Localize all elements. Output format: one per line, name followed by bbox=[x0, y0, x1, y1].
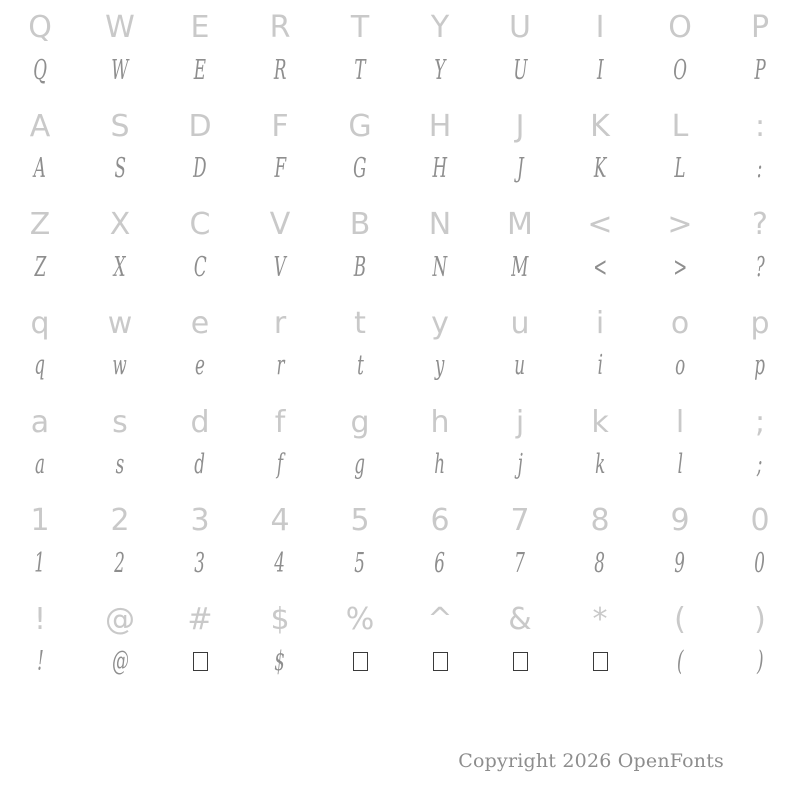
glyph-reference: k bbox=[591, 404, 609, 440]
glyph-sample: K bbox=[593, 153, 607, 185]
glyph-sample: a bbox=[34, 449, 45, 481]
glyph-reference: P bbox=[750, 10, 770, 46]
glyph-cell bbox=[480, 394, 560, 493]
glyph-cell bbox=[480, 296, 560, 395]
glyph-sample: h bbox=[434, 449, 446, 481]
glyph-sample: S bbox=[114, 153, 126, 185]
glyph-sample: ! bbox=[36, 646, 44, 678]
glyph-reference: i bbox=[595, 305, 605, 341]
glyph-sample: O bbox=[673, 54, 687, 86]
glyph-cell bbox=[160, 394, 240, 493]
glyph-sample: : bbox=[757, 153, 763, 185]
glyph-cell bbox=[320, 493, 400, 592]
glyph-cell bbox=[240, 0, 320, 99]
missing-glyph-icon bbox=[353, 652, 368, 671]
glyph-cell bbox=[160, 296, 240, 395]
glyph-cell bbox=[240, 99, 320, 198]
glyph-reference: K bbox=[590, 108, 610, 144]
glyph-reference: 7 bbox=[510, 503, 530, 539]
glyph-sample: I bbox=[596, 54, 604, 86]
glyph-cell bbox=[400, 394, 480, 493]
glyph-cell bbox=[240, 493, 320, 592]
glyph-reference: * bbox=[592, 601, 608, 637]
glyph-reference: L bbox=[671, 108, 689, 144]
glyph-cell bbox=[480, 0, 560, 99]
glyph-sample-missing bbox=[513, 641, 528, 683]
glyph-sample: 6 bbox=[434, 547, 446, 579]
glyph-sample: i bbox=[597, 350, 603, 382]
glyph-cell bbox=[160, 197, 240, 296]
glyph-cell bbox=[400, 591, 480, 690]
glyph-reference: g bbox=[350, 404, 370, 440]
glyph-reference: ; bbox=[754, 404, 766, 440]
glyph-reference: 5 bbox=[350, 503, 370, 539]
glyph-sample: l bbox=[677, 449, 683, 481]
glyph-cell bbox=[0, 296, 80, 395]
glyph-cell bbox=[720, 394, 800, 493]
glyph-sample: 5 bbox=[354, 547, 366, 579]
glyph-reference: 0 bbox=[750, 503, 770, 539]
glyph-cell bbox=[320, 591, 400, 690]
glyph-sample: ( bbox=[676, 646, 684, 678]
glyph-cell bbox=[160, 493, 240, 592]
glyph-sample: r bbox=[275, 350, 284, 382]
glyph-reference: h bbox=[430, 404, 450, 440]
glyph-reference: X bbox=[109, 207, 131, 243]
glyph-sample: p bbox=[754, 350, 766, 382]
glyph-cell bbox=[400, 197, 480, 296]
glyph-sample: G bbox=[353, 153, 367, 185]
glyph-reference: f bbox=[274, 404, 286, 440]
glyph-sample: w bbox=[112, 350, 128, 382]
glyph-cell bbox=[640, 0, 720, 99]
glyph-sample: j bbox=[517, 449, 523, 481]
glyph-sample: s bbox=[115, 449, 125, 481]
glyph-cell bbox=[480, 197, 560, 296]
glyph-reference: u bbox=[510, 305, 530, 341]
glyph-cell bbox=[160, 99, 240, 198]
glyph-reference: F bbox=[271, 108, 289, 144]
glyph-reference: > bbox=[667, 207, 693, 243]
glyph-reference: ^ bbox=[427, 601, 453, 637]
glyph-cell bbox=[0, 493, 80, 592]
glyph-reference: t bbox=[354, 305, 366, 341]
glyph-reference: q bbox=[30, 305, 50, 341]
glyph-sample: X bbox=[114, 251, 126, 283]
glyph-cell bbox=[320, 197, 400, 296]
glyph-sample: 0 bbox=[754, 547, 766, 579]
glyph-reference: U bbox=[509, 10, 531, 46]
glyph-sample: o bbox=[674, 350, 686, 382]
glyph-cell bbox=[0, 197, 80, 296]
glyph-sample: < bbox=[592, 251, 608, 283]
glyph-cell bbox=[160, 591, 240, 690]
glyph-cell bbox=[0, 99, 80, 198]
glyph-cell bbox=[240, 197, 320, 296]
glyph-reference: O bbox=[668, 10, 692, 46]
glyph-sample: 8 bbox=[594, 547, 606, 579]
glyph-reference: p bbox=[750, 305, 770, 341]
glyph-cell bbox=[80, 296, 160, 395]
glyph-reference: s bbox=[112, 404, 128, 440]
glyph-cell bbox=[640, 197, 720, 296]
missing-glyph-icon bbox=[513, 652, 528, 671]
glyph-cell bbox=[560, 99, 640, 198]
glyph-sample-missing bbox=[193, 641, 208, 683]
glyph-sample: y bbox=[435, 350, 445, 382]
glyph-sample: P bbox=[754, 54, 766, 86]
glyph-reference: o bbox=[670, 305, 690, 341]
glyph-cell bbox=[560, 296, 640, 395]
glyph-cell bbox=[400, 493, 480, 592]
glyph-reference: C bbox=[189, 207, 211, 243]
glyph-cell bbox=[320, 296, 400, 395]
glyph-cell bbox=[480, 493, 560, 592]
glyph-reference: B bbox=[349, 207, 371, 243]
glyph-sample: Y bbox=[434, 54, 446, 86]
glyph-cell bbox=[0, 591, 80, 690]
glyph-sample: T bbox=[354, 54, 366, 86]
glyph-reference: J bbox=[515, 108, 525, 144]
glyph-sample: E bbox=[193, 54, 207, 86]
glyph-reference: M bbox=[507, 207, 533, 243]
glyph-sample: R bbox=[273, 54, 287, 86]
glyph-cell bbox=[560, 0, 640, 99]
glyph-sample: q bbox=[34, 350, 46, 382]
glyph-sample: > bbox=[672, 251, 688, 283]
copyright-notice: Copyright 2026 OpenFonts bbox=[458, 750, 724, 772]
glyph-reference: R bbox=[269, 10, 291, 46]
glyph-cell bbox=[720, 493, 800, 592]
glyph-sample: ) bbox=[756, 646, 764, 678]
glyph-sample: 1 bbox=[34, 547, 46, 579]
glyph-cell bbox=[640, 591, 720, 690]
glyph-reference: e bbox=[190, 305, 210, 341]
glyph-sample: L bbox=[674, 153, 686, 185]
glyph-reference: 9 bbox=[670, 503, 690, 539]
glyph-sample: 7 bbox=[514, 547, 526, 579]
glyph-reference: V bbox=[269, 207, 291, 243]
glyph-reference: D bbox=[188, 108, 212, 144]
glyph-cell bbox=[320, 99, 400, 198]
glyph-sample: ; bbox=[757, 449, 763, 481]
glyph-reference: G bbox=[348, 108, 372, 144]
glyph-sample-missing bbox=[593, 641, 608, 683]
glyph-sample: Z bbox=[34, 251, 46, 283]
glyph-sample: N bbox=[432, 251, 448, 283]
glyph-cell bbox=[80, 394, 160, 493]
glyph-sample: t bbox=[356, 350, 364, 382]
glyph-sample: @ bbox=[111, 646, 129, 678]
glyph-reference: E bbox=[190, 10, 210, 46]
glyph-cell bbox=[640, 493, 720, 592]
glyph-reference: y bbox=[431, 305, 449, 341]
glyph-sample: D bbox=[193, 153, 207, 185]
glyph-reference: Y bbox=[430, 10, 450, 46]
glyph-sample: f bbox=[276, 449, 284, 481]
glyph-sample-missing bbox=[433, 641, 448, 683]
glyph-cell bbox=[560, 591, 640, 690]
glyph-sample: d bbox=[194, 449, 206, 481]
glyph-reference: ! bbox=[33, 601, 47, 637]
glyph-cell bbox=[80, 591, 160, 690]
glyph-sample: ? bbox=[755, 251, 765, 283]
missing-glyph-icon bbox=[593, 652, 608, 671]
glyph-reference: 8 bbox=[590, 503, 610, 539]
glyph-sample: k bbox=[594, 449, 606, 481]
glyph-reference: Z bbox=[29, 207, 51, 243]
glyph-sample: u bbox=[514, 350, 526, 382]
glyph-reference: & bbox=[508, 601, 532, 637]
glyph-sample: $ bbox=[274, 646, 286, 678]
glyph-cell bbox=[0, 394, 80, 493]
glyph-sample: 3 bbox=[194, 547, 206, 579]
glyph-reference: w bbox=[107, 305, 133, 341]
glyph-cell bbox=[240, 394, 320, 493]
glyph-reference: 1 bbox=[30, 503, 50, 539]
glyph-cell bbox=[320, 0, 400, 99]
glyph-cell bbox=[480, 99, 560, 198]
glyph-reference: N bbox=[428, 207, 452, 243]
glyph-sample: M bbox=[511, 251, 529, 283]
glyph-cell bbox=[720, 296, 800, 395]
glyph-sample: 9 bbox=[674, 547, 686, 579]
glyph-cell bbox=[720, 197, 800, 296]
glyph-reference: 2 bbox=[110, 503, 130, 539]
glyph-cell bbox=[720, 99, 800, 198]
glyph-sample: 4 bbox=[274, 547, 286, 579]
glyph-cell bbox=[560, 493, 640, 592]
glyph-reference: r bbox=[273, 305, 287, 341]
glyph-cell bbox=[400, 99, 480, 198]
missing-glyph-icon bbox=[433, 652, 448, 671]
glyph-cell bbox=[480, 591, 560, 690]
glyph-reference: I bbox=[595, 10, 605, 46]
glyph-reference: j bbox=[515, 404, 525, 440]
glyph-cell bbox=[320, 394, 400, 493]
glyph-sample: e bbox=[195, 350, 205, 382]
glyph-sample: A bbox=[33, 153, 47, 185]
glyph-reference: Q bbox=[28, 10, 52, 46]
glyph-cell bbox=[400, 296, 480, 395]
glyph-cell bbox=[400, 0, 480, 99]
glyph-reference: ( bbox=[674, 601, 686, 637]
glyph-reference: % bbox=[345, 601, 375, 637]
glyph-cell bbox=[560, 197, 640, 296]
glyph-sample: C bbox=[193, 251, 207, 283]
missing-glyph-icon bbox=[193, 652, 208, 671]
glyph-sample: B bbox=[353, 251, 367, 283]
glyph-cell bbox=[80, 197, 160, 296]
glyph-reference: 4 bbox=[270, 503, 290, 539]
glyph-cell bbox=[80, 0, 160, 99]
glyph-cell bbox=[80, 99, 160, 198]
glyph-reference: < bbox=[587, 207, 613, 243]
glyph-cell bbox=[240, 591, 320, 690]
glyph-reference: 6 bbox=[430, 503, 450, 539]
glyph-sample: g bbox=[354, 449, 366, 481]
glyph-cell bbox=[720, 591, 800, 690]
glyph-sample: Q bbox=[33, 54, 47, 86]
glyph-reference: ? bbox=[752, 207, 768, 243]
glyph-reference: d bbox=[190, 404, 210, 440]
glyph-sample: U bbox=[512, 54, 528, 86]
glyph-cell bbox=[560, 394, 640, 493]
glyph-cell bbox=[0, 0, 80, 99]
glyph-cell bbox=[720, 0, 800, 99]
glyph-reference: : bbox=[754, 108, 766, 144]
glyph-reference: l bbox=[675, 404, 685, 440]
glyph-cell bbox=[640, 99, 720, 198]
glyph-cell bbox=[640, 394, 720, 493]
glyph-sample: H bbox=[432, 153, 448, 185]
glyph-cell bbox=[80, 493, 160, 592]
glyph-sample: V bbox=[273, 251, 287, 283]
glyph-sample: W bbox=[111, 54, 129, 86]
glyph-sample: F bbox=[274, 153, 286, 185]
glyph-cell bbox=[640, 296, 720, 395]
glyph-reference: @ bbox=[105, 601, 135, 637]
glyph-reference: S bbox=[110, 108, 130, 144]
glyph-reference: $ bbox=[270, 601, 290, 637]
glyph-reference: W bbox=[105, 10, 135, 46]
glyph-reference: ) bbox=[754, 601, 766, 637]
glyph-reference: T bbox=[350, 10, 370, 46]
glyph-reference: 3 bbox=[190, 503, 210, 539]
glyph-reference: # bbox=[187, 601, 213, 637]
glyph-sample: 2 bbox=[114, 547, 126, 579]
glyph-cell bbox=[240, 296, 320, 395]
glyph-reference: a bbox=[30, 404, 50, 440]
glyph-cell bbox=[160, 0, 240, 99]
glyph-sample: J bbox=[516, 153, 524, 185]
glyph-reference: H bbox=[428, 108, 452, 144]
glyph-reference: A bbox=[29, 108, 51, 144]
glyph-sample-missing bbox=[353, 641, 368, 683]
